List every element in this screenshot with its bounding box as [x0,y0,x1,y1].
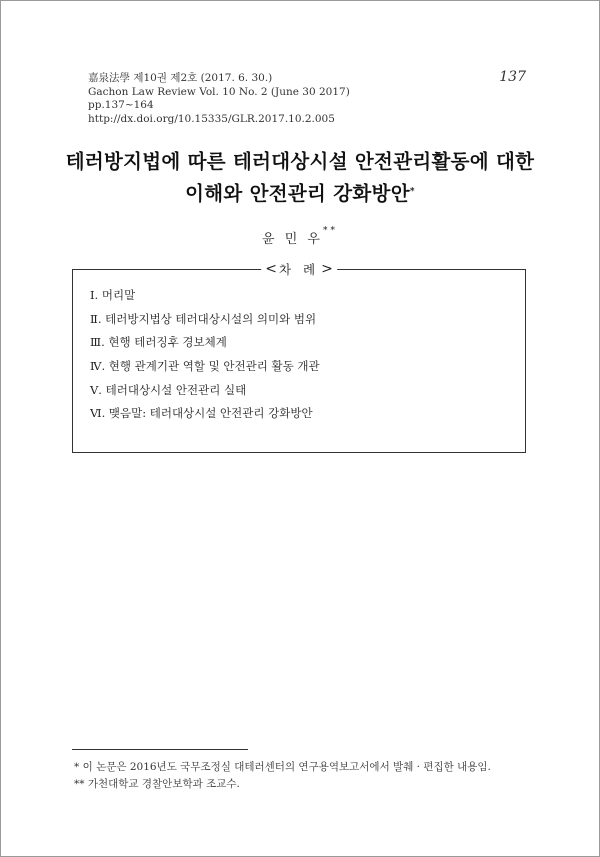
footnote-1: * 이 논문은 2016년도 국무조정실 대테러센터의 연구용역보고서에서 발췌 · 편집한 내용임. [74,761,491,773]
title-footnote-marker: * [409,187,415,197]
author [0,228,600,247]
toc-item: Ⅵ. 맺음말: 테러대상시설 안전관리 강화방안 [90,406,313,421]
toc-heading [261,260,337,278]
journal-header [88,72,350,126]
toc-item: Ⅴ. 테러대상시설 안전관리 실태 [90,382,247,397]
paper-title-line-2 [0,178,600,210]
journal-citation-english: Gachon Law Review Vol. 10 No. 2 (June 30 2017) [88,85,350,98]
paper-title-line-1: 테러방지법에 따른 테러대상시설 안전관리활동에 대한 [65,150,535,173]
table-of-contents [72,261,526,453]
toc-item: Ⅱ. 테러방지법상 테러대상시설의 의미와 범위 [90,311,317,326]
toc-item: Ⅲ. 현행 테러징후 경보체계 [90,335,227,350]
page-range: pp.137~164 [88,99,154,111]
journal-citation-korean: 嘉泉法學 제10권 제2호 (2017. 6. 30.) [88,72,273,84]
page-number: 137 [499,69,526,85]
footnote-2: ** 가천대학교 경찰안보학과 조교수. [74,778,240,790]
footnote-divider [72,749,248,750]
toc-list [90,284,320,426]
author-footnote-marker: ** [322,226,338,236]
toc-bracket-right: > [321,261,333,277]
doi-link[interactable]: http://dx.doi.org/10.15335/GLR.2017.10.2.005 [88,112,335,125]
toc-heading-label: 차 례 [278,262,320,277]
toc-item: Ⅳ. 현행 관계기관 역할 및 안전관리 활동 개관 [90,359,320,374]
paper-title [0,146,600,210]
toc-item: Ⅰ. 머리말 [90,288,136,302]
footnotes [74,759,491,793]
toc-bracket-left: < [265,261,277,277]
paper-title-line-2-text: 이해와 안전관리 강화방안 [185,182,410,205]
author-name: 윤 민 우 [262,232,323,247]
